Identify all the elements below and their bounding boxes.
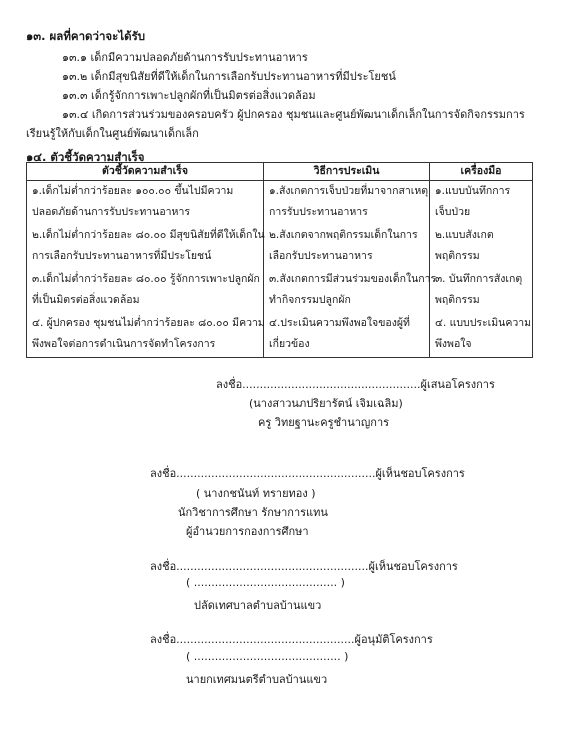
expected-result-item: ๑๓.๒ เด็กมีสุขนิสัยที่ดีให้เด็กในการเลือกรับประทานอาหารที่มีประโยชน์ xyxy=(62,70,396,83)
cell-text: เลือกรับประทานอาหาร xyxy=(269,250,373,262)
approver1-signature-line: ลงชื่อ.........................................................ผู้เห็นชอบโครงการ xyxy=(150,467,465,480)
method-cell xyxy=(264,181,430,226)
cell-text: ทำกิจกรรมปลูกผัก xyxy=(269,294,351,306)
cell-text: ๑.สังเกตการเจ็บป่วยที่มาจากสาเหตุ xyxy=(269,185,429,197)
cell-text: ๔. ผู้ปกครอง ชุมชนไม่ต่ำกว่าร้อยละ ๘๐.๐๐ มีความ xyxy=(32,317,265,329)
authorizer-signature-line: ลงชื่อ...................................................ผู้อนุมัติโครงการ xyxy=(150,633,433,646)
cell-text: ๓.เด็กไม่ต่ำกว่าร้อยละ ๘๐.๐๐ รู้จักการเพาะปลูกผัก xyxy=(32,273,260,285)
tool-cell xyxy=(430,225,533,269)
expected-result-item: ๑๓.๔ เกิดการส่วนร่วมของครอบครัว ผู้ปกครอง ชุมชนและศูนย์พัฒนาเด็กเล็กในการจัดกิจกรรมการ xyxy=(62,108,525,121)
approver2-signature-line: ลงชื่อ.......................................................ผู้เห็นชอบโครงการ xyxy=(150,560,458,573)
table-row xyxy=(27,225,533,269)
approver1-title: นักวิชาการศึกษา รักษาการแทน xyxy=(178,506,328,519)
cell-text: ปลอดภัยด้านการรับประทานอาหาร xyxy=(32,206,190,218)
authorizer-name: ( .......................................... ) xyxy=(186,650,349,663)
tool-cell xyxy=(430,181,533,226)
table-row xyxy=(27,181,533,226)
table-row xyxy=(27,313,533,358)
table-row xyxy=(27,269,533,313)
cell-text: พึงพอใจต่อการดำเนินการจัดทำโครงการ xyxy=(32,338,216,350)
expected-result-item: ๑๓.๓ เด็กรู้จักการเพาะปลูกผักที่เป็นมิตรต่อสิ่งแวดล้อม xyxy=(62,89,316,102)
expected-result-item: ๑๓.๑ เด็กมีความปลอดภัยด้านการรับประทานอาหาร xyxy=(62,51,308,64)
method-cell xyxy=(264,225,430,269)
table-header-row xyxy=(27,163,533,181)
success-indicator-table xyxy=(26,162,533,358)
method-cell xyxy=(264,269,437,313)
cell-text: ๓.สังเกตการมีส่วนร่วมของเด็กในการ xyxy=(269,273,437,285)
indicator-cell xyxy=(27,269,264,313)
proposer-name: (นางสาวนภปริยารัตน์ เจิมเฉลิม) xyxy=(249,397,403,410)
cell-text: ๑.แบบบันทึกการ xyxy=(435,185,511,197)
column-header-method: วิธีการประเมิน xyxy=(264,163,430,181)
cell-text: เจ็บป่วย xyxy=(435,206,471,218)
approver2-title: ปลัดเทศบาลตำบลบ้านแขว xyxy=(194,599,322,612)
method-cell xyxy=(264,313,430,358)
indicator-cell xyxy=(27,181,264,226)
tool-cell xyxy=(430,269,533,313)
tool-cell xyxy=(430,313,533,358)
proposer-title: ครู วิทยฐานะครูชำนาญการ xyxy=(258,416,390,429)
section-13-heading: ๑๓. ผลที่คาดว่าจะได้รับ xyxy=(26,29,146,43)
cell-text: ๒.สังเกตจากพฤติกรรมเด็กในการ xyxy=(269,229,418,241)
cell-text: พึงพอใจ xyxy=(435,338,472,350)
indicator-cell xyxy=(27,313,264,358)
proposer-signature-line: ลงชื่อ...................................................ผู้เสนอโครงการ xyxy=(216,378,495,391)
cell-text: ๓. บันทึกการสังเกตุ xyxy=(435,273,523,285)
cell-text: พฤติกรรม xyxy=(435,294,480,306)
indicator-cell xyxy=(27,225,264,269)
cell-text: ๑.เด็กไม่ต่ำกว่าร้อยละ ๑๐๐.๐๐ ขึ้นไปมีความ xyxy=(32,185,234,197)
cell-text: การเลือกรับประทานอาหารที่มีประโยชน์ xyxy=(32,250,212,262)
expected-result-item-continued: เรียนรู้ให้กับเด็กในศูนย์พัฒนาเด็กเล็ก xyxy=(26,127,199,140)
cell-text: ๔.ประเมินความพึงพอใจของผู้ที่ xyxy=(269,317,410,329)
approver1-name: ( นางกชนันท์ ทรายทอง ) xyxy=(196,487,316,500)
cell-text: ๔. แบบประเมินความ xyxy=(435,317,532,329)
cell-text: ๒.แบบสังเกต xyxy=(435,229,494,241)
section-14-heading: ๑๔. ตัวชี้วัดความสำเร็จ xyxy=(26,150,145,164)
cell-text: การรับประทานอาหาร xyxy=(269,206,368,218)
column-header-indicator: ตัวชี้วัดความสำเร็จ xyxy=(27,163,264,181)
approver2-name: ( ......................................... ) xyxy=(186,576,345,589)
column-header-tool: เครื่องมือ xyxy=(430,163,533,181)
cell-text: ๒.เด็กไม่ต่ำกว่าร้อยละ ๘๐.๐๐ มีสุขนิสัยที่ดีให้เด็กใน xyxy=(32,229,265,241)
authorizer-title: นายกเทศมนตรีตำบลบ้านแขว xyxy=(186,673,328,686)
approver1-title: ผู้อำนวยการกองการศึกษา xyxy=(186,525,309,538)
cell-text: ที่เป็นมิตรต่อสิ่งแวดล้อม xyxy=(32,294,140,306)
cell-text: เกี่ยวข้อง xyxy=(269,338,310,350)
cell-text: พฤติกรรม xyxy=(435,250,480,262)
